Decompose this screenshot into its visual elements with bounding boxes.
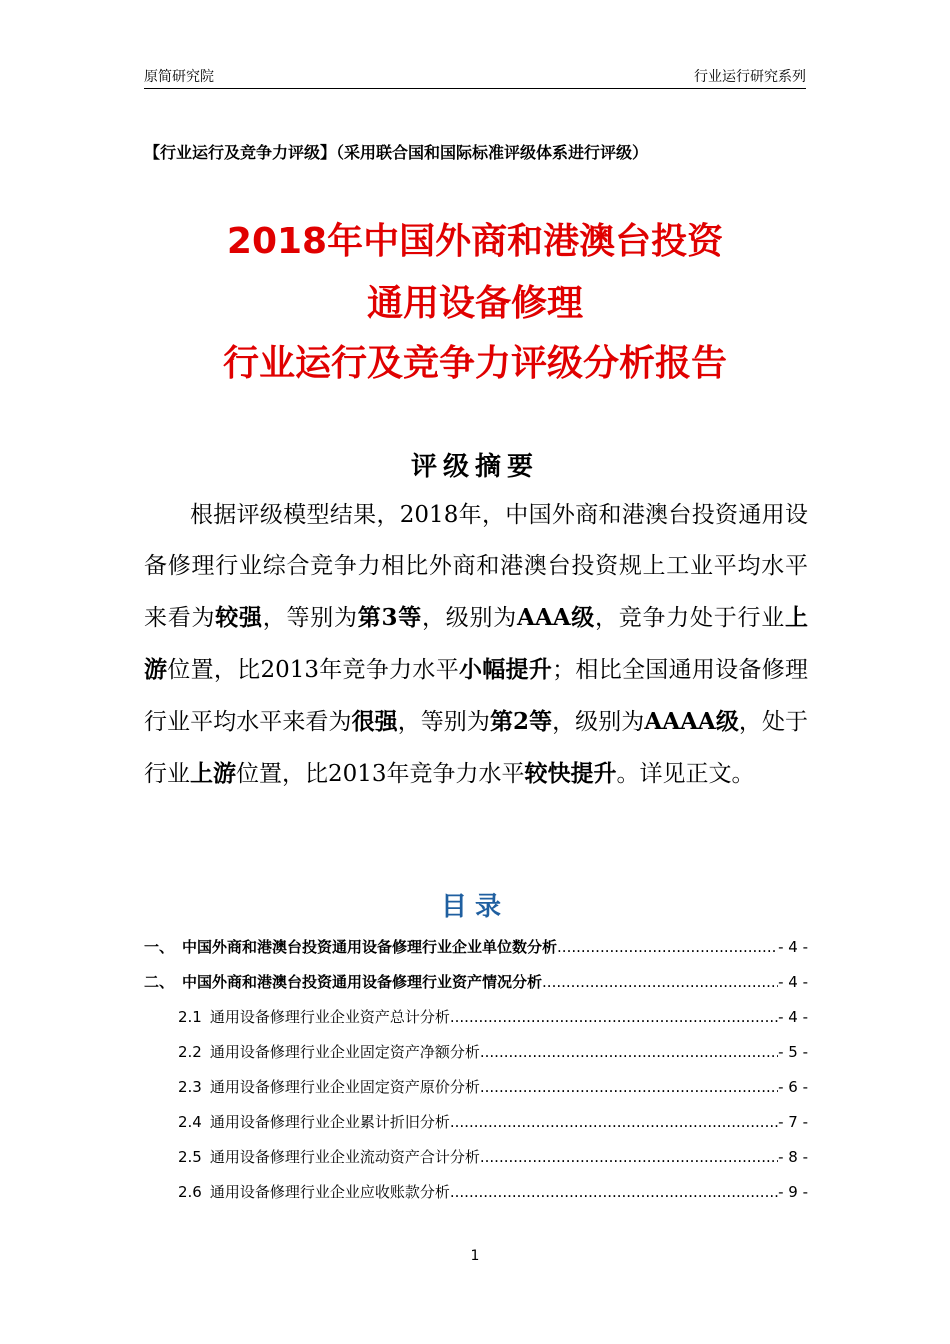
toc-leader-dots <box>480 1078 778 1096</box>
summary-emphasis: 较快提升 <box>524 760 617 787</box>
report-title-line-1: 2018年中国外商和港澳台投资 <box>226 221 724 262</box>
toc-entry-label: 中国外商和港澳台投资通用设备修理行业企业单位数分析 <box>182 938 558 956</box>
summary-emphasis: 第3等 <box>357 604 422 631</box>
toc-entry[interactable] <box>144 1146 808 1181</box>
rating-summary <box>144 490 808 800</box>
toc-entry-page: - 5 - <box>778 1043 808 1061</box>
summary-text: ，处于行业 <box>144 709 809 787</box>
toc-entry-number: 二、 <box>144 973 175 991</box>
toc-leader-dots <box>450 1113 778 1131</box>
toc-entry-number: 2.6 <box>178 1183 202 1201</box>
page-number: 1 <box>470 1248 480 1264</box>
toc-entry-page: - 4 - <box>778 973 808 991</box>
rating-tagline: 【行业运行及竞争力评级】（采用联合国和国际标准评级体系进行评级） <box>144 143 649 162</box>
toc-leader-dots <box>480 1043 778 1061</box>
toc-entry-label: 通用设备修理行业企业流动资产合计分析 <box>209 1148 480 1166</box>
summary-text: 根据评级模型结果，2018年，中国外商和港澳台投资通用设备修理行业综合竞争力相比外商和港澳台投资规上工业平均水平来看为 <box>144 502 808 631</box>
toc-entry-label: 中国外商和港澳台投资通用设备修理行业资产情况分析 <box>182 973 543 991</box>
summary-text: ；相比全国通用设备修理行业平均水平来看为 <box>144 657 809 735</box>
summary-emphasis: 上游 <box>144 604 809 683</box>
toc-entry-page: - 9 - <box>778 1183 808 1201</box>
toc-entry-number: 2.2 <box>178 1043 202 1061</box>
toc-entry-page: - 7 - <box>778 1113 808 1131</box>
toc-entry[interactable] <box>144 1041 808 1076</box>
toc-leader-dots <box>542 973 778 991</box>
summary-emphasis: AAAA级 <box>644 708 739 735</box>
toc-entry[interactable] <box>144 1111 808 1146</box>
toc-entry[interactable] <box>144 971 808 1006</box>
toc-entry-page: - 6 - <box>778 1078 808 1096</box>
toc-leader-dots <box>480 1148 778 1166</box>
toc-entry-number: 2.4 <box>178 1113 202 1131</box>
summary-emphasis: 小幅提升 <box>458 656 553 683</box>
header-publisher: 原简研究院 <box>144 69 214 85</box>
toc-entry-label: 通用设备修理行业企业固定资产净额分析 <box>209 1043 480 1061</box>
toc-entry-number: 一、 <box>144 938 175 956</box>
summary-text: ，等别为 <box>397 709 490 735</box>
summary-emphasis: 上游 <box>190 760 236 787</box>
toc-entry-label: 通用设备修理行业企业固定资产原价分析 <box>209 1078 480 1096</box>
summary-text: ，级别为 <box>552 709 645 735</box>
toc-entry-number: 2.5 <box>178 1148 202 1166</box>
toc-entry[interactable] <box>144 1006 808 1041</box>
toc-heading: 目录 <box>440 892 509 922</box>
toc-entry-number: 2.3 <box>178 1078 202 1096</box>
summary-text: 。详见正文。 <box>616 761 755 787</box>
summary-paragraph <box>144 490 808 800</box>
page-header <box>144 64 806 89</box>
summary-text: 位置，比2013年竞争力水平 <box>167 657 459 683</box>
toc-entry-label: 通用设备修理行业企业累计折旧分析 <box>209 1113 450 1131</box>
toc-entry-number: 2.1 <box>178 1008 202 1026</box>
summary-emphasis: 第2等 <box>489 708 553 735</box>
table-of-contents <box>144 936 808 1216</box>
summary-emphasis: 很强 <box>351 708 398 735</box>
toc-entry[interactable] <box>144 1076 808 1111</box>
toc-entry-label: 通用设备修理行业企业应收账款分析 <box>209 1183 450 1201</box>
report-title-line-2: 通用设备修理 <box>366 283 583 324</box>
toc-leader-dots <box>450 1183 778 1201</box>
summary-text: 位置，比2013年竞争力水平 <box>236 761 525 787</box>
summary-emphasis: AAA级 <box>517 604 596 631</box>
abstract-heading: 评级摘要 <box>410 452 539 482</box>
summary-text: ，竞争力处于行业 <box>595 605 786 631</box>
toc-entry[interactable] <box>144 1181 808 1216</box>
header-series: 行业运行研究系列 <box>694 69 806 85</box>
summary-emphasis: 较强 <box>215 604 263 631</box>
report-title-line-3: 行业运行及竞争力评级分析报告 <box>222 343 727 384</box>
toc-entry[interactable] <box>144 936 808 971</box>
summary-text: ，级别为 <box>422 605 517 631</box>
toc-entry-page: - 8 - <box>778 1148 808 1166</box>
toc-entry-page: - 4 - <box>778 1008 808 1026</box>
toc-entry-page: - 4 - <box>778 938 808 956</box>
toc-leader-dots <box>450 1008 778 1026</box>
toc-entry-label: 通用设备修理行业企业资产总计分析 <box>209 1008 450 1026</box>
summary-text: ，等别为 <box>262 605 358 631</box>
toc-leader-dots <box>557 938 778 956</box>
